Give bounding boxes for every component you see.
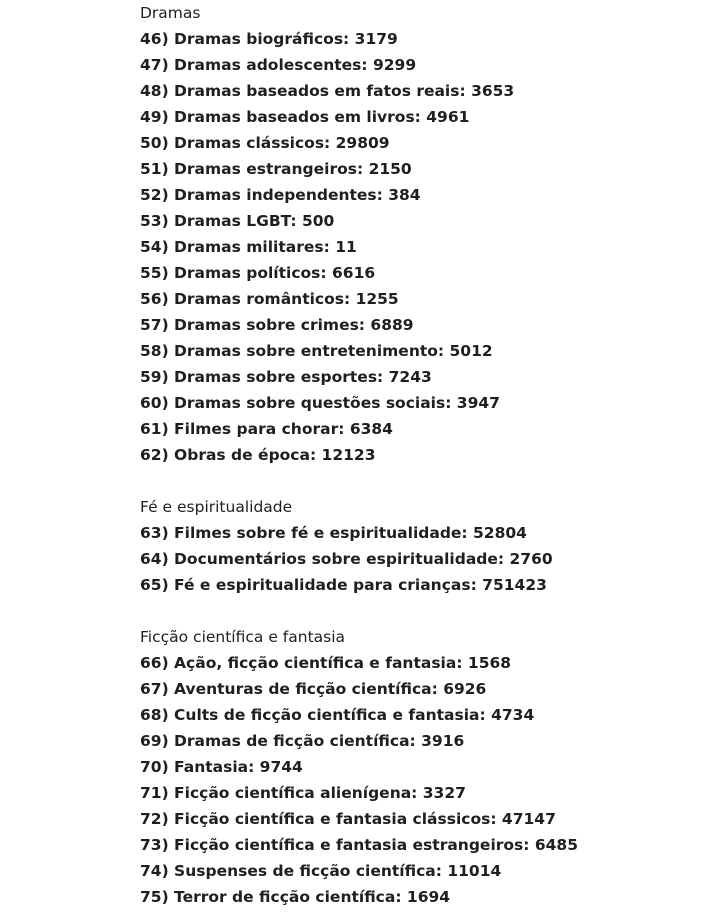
list-item: 59) Dramas sobre esportes: 7243 bbox=[140, 368, 432, 386]
list-item: 49) Dramas baseados em livros: 4961 bbox=[140, 108, 470, 126]
list-item: 75) Terror de ficção científica: 1694 bbox=[140, 888, 451, 906]
list-item: 70) Fantasia: 9744 bbox=[140, 758, 303, 776]
list-item: 73) Ficção científica e fantasia estrangeiros: 6485 bbox=[140, 836, 579, 854]
section-dramas bbox=[140, 0, 700, 468]
list-item: 58) Dramas sobre entretenimento: 5012 bbox=[140, 342, 493, 360]
section-spacer bbox=[140, 468, 700, 494]
list-item: 53) Dramas LGBT: 500 bbox=[140, 212, 335, 230]
list-item: 67) Aventuras de ficção científica: 6926 bbox=[140, 680, 487, 698]
section-heading: Dramas bbox=[140, 4, 201, 22]
list-item: 74) Suspenses de ficção científica: 11014 bbox=[140, 862, 502, 880]
list-item: 46) Dramas biográficos: 3179 bbox=[140, 30, 398, 48]
list-item: 55) Dramas políticos: 6616 bbox=[140, 264, 376, 282]
list-item: 48) Dramas baseados em fatos reais: 3653 bbox=[140, 82, 515, 100]
list-item: 62) Obras de época: 12123 bbox=[140, 446, 376, 464]
list-item: 71) Ficção científica alienígena: 3327 bbox=[140, 784, 466, 802]
section-scifi-fantasy bbox=[140, 624, 700, 910]
list-item: 64) Documentários sobre espiritualidade: 2760 bbox=[140, 550, 553, 568]
list-item: 69) Dramas de ficção científica: 3916 bbox=[140, 732, 465, 750]
list-item: 56) Dramas românticos: 1255 bbox=[140, 290, 399, 308]
list-item: 68) Cults de ficção científica e fantasia: 4734 bbox=[140, 706, 535, 724]
list-item: 57) Dramas sobre crimes: 6889 bbox=[140, 316, 414, 334]
list-item: 61) Filmes para chorar: 6384 bbox=[140, 420, 393, 438]
category-list bbox=[140, 0, 700, 910]
section-spacer bbox=[140, 598, 700, 624]
list-item: 66) Ação, ficção científica e fantasia: 1568 bbox=[140, 654, 512, 672]
list-item: 50) Dramas clássicos: 29809 bbox=[140, 134, 390, 152]
list-item: 63) Filmes sobre fé e espiritualidade: 52804 bbox=[140, 524, 527, 542]
list-item: 72) Ficção científica e fantasia clássicos: 47147 bbox=[140, 810, 556, 828]
section-heading: Fé e espiritualidade bbox=[140, 498, 293, 516]
section-faith-spirituality bbox=[140, 494, 700, 598]
list-item: 65) Fé e espiritualidade para crianças: 751423 bbox=[140, 576, 547, 594]
list-item: 51) Dramas estrangeiros: 2150 bbox=[140, 160, 412, 178]
list-item: 60) Dramas sobre questões sociais: 3947 bbox=[140, 394, 500, 412]
list-item: 54) Dramas militares: 11 bbox=[140, 238, 357, 256]
section-heading: Ficção científica e fantasia bbox=[140, 628, 346, 646]
list-item: 47) Dramas adolescentes: 9299 bbox=[140, 56, 417, 74]
list-item: 52) Dramas independentes: 384 bbox=[140, 186, 421, 204]
